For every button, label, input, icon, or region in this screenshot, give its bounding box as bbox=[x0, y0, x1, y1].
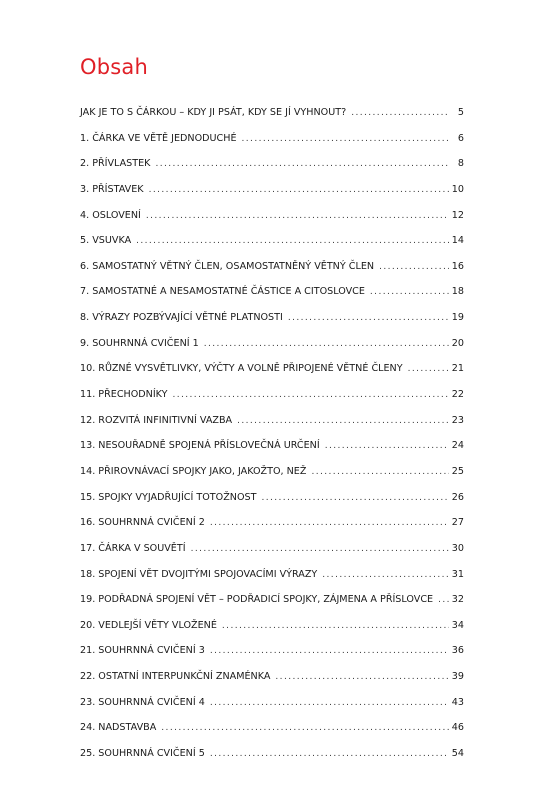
page-title: Obsah bbox=[80, 55, 148, 79]
toc-entry[interactable] bbox=[80, 331, 464, 357]
dot-leader bbox=[311, 460, 448, 486]
dot-leader bbox=[136, 229, 449, 255]
toc-entry-title: 12. ROZVITÁ INFINITIVNÍ VAZBA bbox=[80, 414, 233, 426]
table-of-contents bbox=[80, 100, 464, 767]
toc-entry-title: 22. OSTATNÍ INTERPUNKČNÍ ZNAMÉNKA bbox=[80, 671, 271, 683]
toc-entry-page-number: 30 bbox=[451, 542, 464, 554]
dot-leader bbox=[155, 152, 449, 178]
dot-leader bbox=[210, 691, 449, 717]
dot-leader bbox=[222, 614, 449, 640]
toc-entry-title: 5. VSUVKA bbox=[80, 235, 132, 247]
toc-entry-title: JAK JE TO S ČÁRKOU – KDY JI PSÁT, KDY SE JÍ VYHNOUT? bbox=[80, 107, 347, 118]
dot-leader bbox=[210, 742, 449, 768]
toc-entry[interactable] bbox=[80, 741, 464, 767]
toc-entry[interactable] bbox=[80, 613, 464, 639]
toc-entry-page-number: 39 bbox=[451, 671, 464, 683]
toc-entry-title: 13. NESOUŘADNĚ SPOJENÁ PŘÍSLOVEČNÁ URČENÍ bbox=[80, 440, 320, 452]
dot-leader bbox=[288, 306, 449, 332]
toc-entry-title: 3. PŘÍSTAVEK bbox=[80, 183, 144, 195]
toc-entry-title: 19. PODŘADNÁ SPOJENÍ VĚT – PODŘADICÍ SPOJKY, ZÁJMENA A PŘÍSLOVCE bbox=[80, 594, 434, 606]
dot-leader bbox=[237, 409, 449, 435]
toc-entry-page-number: 43 bbox=[451, 696, 464, 708]
toc-entry-title: 17. ČÁRKA V SOUVĚTÍ bbox=[80, 542, 186, 554]
toc-entry[interactable] bbox=[80, 100, 464, 126]
toc-entry-title: 2. PŘÍVLASTEK bbox=[80, 158, 151, 170]
toc-entry-page-number: 36 bbox=[451, 645, 464, 657]
toc-entry[interactable] bbox=[80, 433, 464, 459]
toc-entry-page-number: 20 bbox=[451, 337, 464, 349]
dot-leader bbox=[370, 280, 449, 306]
toc-entry-title: 6. SAMOSTATNÝ VĚTNÝ ČLEN, OSAMOSTATNĚNÝ VĚTNÝ ČLEN bbox=[80, 260, 375, 272]
dot-leader bbox=[210, 639, 449, 665]
toc-entry[interactable] bbox=[80, 536, 464, 562]
toc-entry-page-number: 6 bbox=[457, 132, 464, 144]
toc-entry-page-number: 5 bbox=[457, 107, 464, 118]
toc-entry-title: 9. SOUHRNNÁ CVIČENÍ 1 bbox=[80, 337, 199, 349]
toc-entry-page-number: 14 bbox=[451, 235, 464, 247]
toc-entry[interactable] bbox=[80, 690, 464, 716]
toc-entry[interactable] bbox=[80, 382, 464, 408]
toc-entry[interactable] bbox=[80, 228, 464, 254]
dot-leader bbox=[210, 511, 449, 537]
dot-leader bbox=[325, 434, 449, 460]
toc-entry-title: 21. SOUHRNNÁ CVIČENÍ 3 bbox=[80, 645, 205, 657]
toc-entry-page-number: 27 bbox=[451, 517, 464, 529]
toc-entry-page-number: 16 bbox=[451, 260, 464, 272]
dot-leader bbox=[146, 204, 449, 230]
dot-leader bbox=[242, 127, 449, 153]
toc-entry-title: 16. SOUHRNNÁ CVIČENÍ 2 bbox=[80, 517, 205, 529]
toc-entry-page-number: 54 bbox=[451, 748, 464, 760]
toc-entry[interactable] bbox=[80, 151, 464, 177]
toc-entry[interactable] bbox=[80, 715, 464, 741]
toc-entry[interactable] bbox=[80, 664, 464, 690]
toc-entry-page-number: 31 bbox=[451, 568, 464, 580]
toc-entry-page-number: 26 bbox=[451, 491, 464, 503]
toc-entry[interactable] bbox=[80, 459, 464, 485]
toc-entry-page-number: 25 bbox=[451, 465, 464, 477]
toc-entry-title: 14. PŘIROVNÁVACÍ SPOJKY JAKO, JAKOŽTO, NEŽ bbox=[80, 465, 307, 477]
toc-entry-page-number: 24 bbox=[451, 440, 464, 452]
toc-entry-title: 11. PŘECHODNÍKY bbox=[80, 389, 168, 401]
toc-entry-page-number: 21 bbox=[451, 363, 464, 375]
dot-leader bbox=[204, 332, 449, 358]
toc-entry-title: 23. SOUHRNNÁ CVIČENÍ 4 bbox=[80, 696, 205, 708]
toc-entry[interactable] bbox=[80, 203, 464, 229]
toc-entry[interactable] bbox=[80, 254, 464, 280]
toc-entry-page-number: 8 bbox=[457, 158, 464, 170]
dot-leader bbox=[275, 665, 448, 691]
toc-entry[interactable] bbox=[80, 562, 464, 588]
dot-leader bbox=[379, 255, 449, 281]
toc-entry-page-number: 10 bbox=[451, 183, 464, 195]
toc-entry-title: 1. ČÁRKA VE VĚTĚ JEDNODUCHÉ bbox=[80, 132, 237, 144]
toc-entry-title: 18. SPOJENÍ VĚT DVOJITÝMI SPOJOVACÍMI VÝRAZY bbox=[80, 568, 318, 580]
toc-entry-page-number: 19 bbox=[451, 312, 464, 324]
toc-entry-page-number: 18 bbox=[451, 286, 464, 298]
toc-entry-title: 24. NADSTAVBA bbox=[80, 722, 157, 734]
toc-entry[interactable] bbox=[80, 638, 464, 664]
toc-entry-page-number: 12 bbox=[451, 209, 464, 221]
toc-entry[interactable] bbox=[80, 587, 464, 613]
toc-entry-page-number: 46 bbox=[451, 722, 464, 734]
dot-leader bbox=[161, 716, 448, 742]
toc-entry[interactable] bbox=[80, 510, 464, 536]
toc-entry[interactable] bbox=[80, 408, 464, 434]
toc-entry-title: 20. VEDLEJŠÍ VĚTY VLOŽENÉ bbox=[80, 619, 217, 631]
toc-entry-title: 8. VÝRAZY POZBÝVAJÍCÍ VĚTNÉ PLATNOSTI bbox=[80, 312, 283, 324]
dot-leader bbox=[191, 537, 449, 563]
toc-entry-page-number: 22 bbox=[451, 389, 464, 401]
dot-leader bbox=[173, 383, 449, 409]
toc-entry[interactable] bbox=[80, 279, 464, 305]
dot-leader bbox=[351, 101, 449, 127]
dot-leader bbox=[408, 357, 449, 383]
toc-entry[interactable] bbox=[80, 177, 464, 203]
toc-entry-title: 15. SPOJKY VYJADŘUJÍCÍ TOTOŽNOST bbox=[80, 491, 257, 503]
toc-entry-title: 10. RŮZNÉ VYSVĚTLIVKY, VÝČTY A VOLNĚ PŘIPOJENÉ VĚTNÉ ČLENY bbox=[80, 363, 403, 375]
toc-entry-title: 7. SAMOSTATNÉ A NESAMOSTATNÉ ČÁSTICE A CITOSLOVCE bbox=[80, 286, 365, 298]
dot-leader bbox=[438, 588, 449, 614]
toc-entry[interactable] bbox=[80, 485, 464, 511]
dot-leader bbox=[322, 563, 449, 589]
dot-leader bbox=[149, 178, 449, 204]
toc-entry-title: 25. SOUHRNNÁ CVIČENÍ 5 bbox=[80, 748, 205, 760]
toc-entry[interactable] bbox=[80, 126, 464, 152]
toc-entry[interactable] bbox=[80, 305, 464, 331]
toc-entry-page-number: 34 bbox=[451, 619, 464, 631]
toc-entry-title: 4. OSLOVENÍ bbox=[80, 209, 141, 221]
toc-entry-page-number: 23 bbox=[451, 414, 464, 426]
toc-entry[interactable] bbox=[80, 356, 464, 382]
toc-entry-page-number: 32 bbox=[451, 594, 464, 606]
dot-leader bbox=[261, 486, 448, 512]
